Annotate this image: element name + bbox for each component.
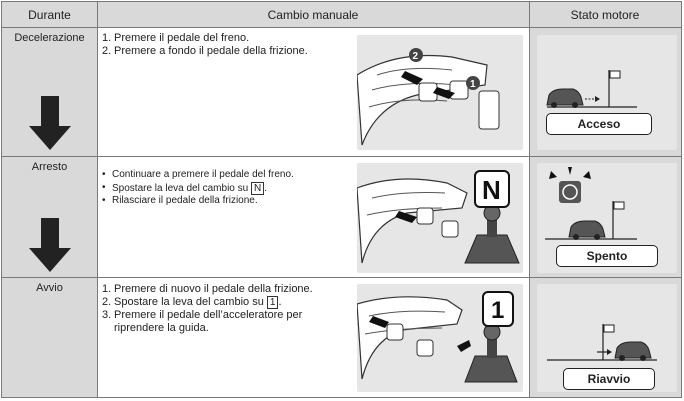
down-arrow-icon — [29, 218, 71, 272]
steps-list — [102, 32, 308, 58]
auto-stop-table — [1, 1, 682, 398]
header-stato: Stato motore — [529, 2, 681, 28]
step-item: 1. Premere di nuovo il pedale della frizione. — [102, 283, 313, 295]
bullet-item: • Continuare a premere il pedale del freno. — [102, 169, 294, 182]
durante-label: Avvio — [36, 282, 63, 294]
steps-list — [102, 283, 314, 335]
divider — [529, 2, 530, 397]
gear-badge: 1 — [267, 296, 279, 309]
divider — [97, 2, 98, 397]
durante-column-bg — [2, 28, 97, 397]
bullet-item: • Rilasciare il pedale della frizione. — [102, 195, 294, 208]
callout-2: 2 — [412, 51, 419, 62]
durante-label: Arresto — [31, 161, 68, 173]
bullets-list — [102, 169, 294, 208]
step-item: 2. Premere a fondo il pedale della frizione. — [102, 45, 308, 57]
gear-N-label: N — [482, 175, 501, 205]
bullet-item: • Spostare la leva del cambio su N . — [102, 182, 294, 196]
gear-badge: N — [251, 182, 264, 195]
header-durante: Durante — [2, 2, 97, 28]
header-cambio: Cambio manuale — [97, 2, 529, 28]
pedal-illustration — [357, 35, 523, 150]
engine-status-badge: Riavvio — [563, 368, 655, 390]
step-item: 2. Spostare la leva del cambio su 1 . — [102, 296, 282, 308]
divider — [2, 277, 681, 278]
engine-status-badge: Spento — [556, 245, 658, 267]
step-item: 3. Premere il pedale dell’acceleratore per riprendere la guida. — [102, 309, 303, 334]
durante-label: Decelerazione — [14, 32, 85, 44]
down-arrow-icon — [29, 96, 71, 150]
callout-1: 1 — [470, 79, 476, 90]
gear-1-label: 1 — [491, 297, 505, 324]
step-item: 1. Premere il pedale del freno. — [102, 32, 250, 44]
divider — [2, 156, 681, 157]
pedal-gear-illustration — [357, 163, 523, 273]
engine-status-badge: Acceso — [546, 113, 652, 135]
pedal-gear-illustration — [357, 284, 523, 392]
